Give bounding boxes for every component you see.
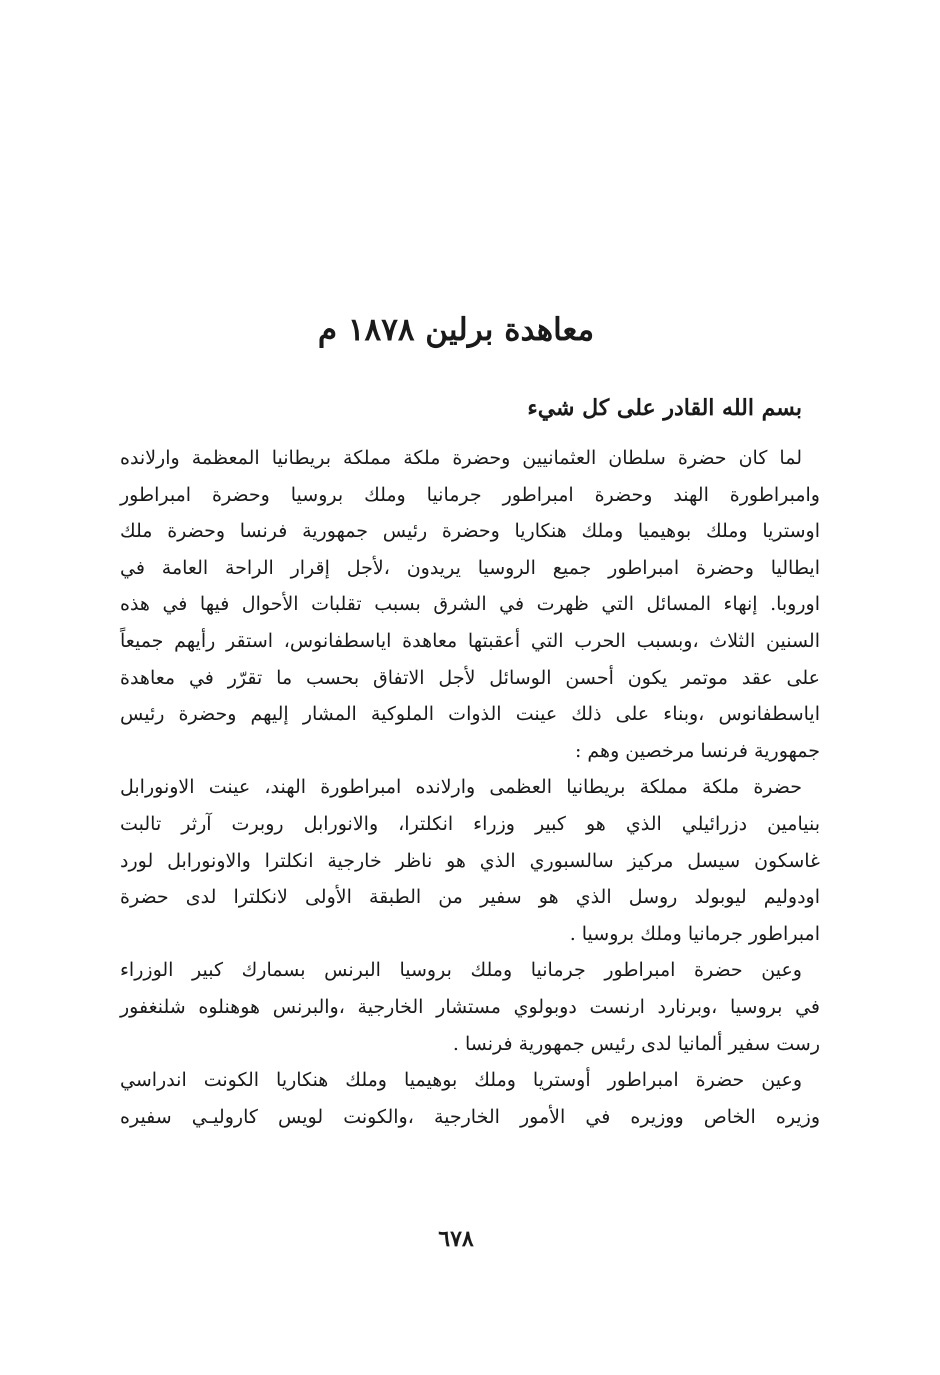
text-line: على عقد موتمر يكون أحسن الوسائل لأجل الاتفاق بحسب ما تقرّر في معاهدة xyxy=(120,666,820,689)
text-line: جمهورية فرنسا مرخصين وهم : xyxy=(574,739,820,762)
text-line: اودوليم ليوبولد روسل الذي هو سفير من الطبقة الأولى لانكلترا لدى حضرة xyxy=(120,886,820,909)
text-line: وزيره الخاص ووزيره في الأمور الخارجية ،والكونت لويس كاروليـي سفيره xyxy=(120,1105,820,1128)
body-text xyxy=(120,440,820,1135)
text-line: رست سفير ألمانيا لدى رئيس جمهورية فرنسا . xyxy=(452,1032,820,1055)
text-line: غاسكون سيسل مركيز سالسبوري الذي هو ناظر خارجية انكلترا والاونورابل لورد xyxy=(120,849,820,872)
page-title: معاهدة برلين ١٨٧٨ م xyxy=(317,312,595,348)
text-line: السنين الثلاث ،وبسبب الحرب التي أعقبتها معاهدة اياسطفانوس، استقر رأيهم جميعاً xyxy=(120,629,820,652)
text-line: بنيامين دزرائيلي الذي هو كبير وزراء انكلترا، والانورابل روبرت آرثر تالبت xyxy=(120,812,820,835)
text-line: وعين حضرة امبراطور جرمانيا وملك بروسيا البرنس بسمارك كبير الوزراء xyxy=(120,959,802,982)
page-number: ٦٧٨ xyxy=(438,1226,474,1252)
text-line: وعين حضرة امبراطور أوستريا وملك بوهيميا وملك هنكاريا الكونت اندراسي xyxy=(120,1069,802,1092)
text-line: امبراطور جرمانيا وملك بروسيا . xyxy=(569,922,820,945)
text-line: اوروبا. إنهاء المسائل التي ظهرت في الشرق بسبب تقلبات الأحوال فيها في هذه xyxy=(120,593,820,616)
text-line: لما كان حضرة سلطان العثمانيين وحضرة ملكة مملكة بريطانيا المعظمة وارلانده xyxy=(120,447,802,469)
text-line: وامبراطورة الهند وحضرة امبراطور جرمانيا وملك بروسيا وحضرة امبراطور xyxy=(120,483,820,506)
basmala-heading: بسم الله القادر على كل شيء xyxy=(527,395,802,421)
text-line: حضرة ملكة مملكة بريطانيا العظمى وارلانده امبراطورة الهند، عينت الاونورابل xyxy=(120,776,802,799)
text-line: ايطاليا وحضرة امبراطور جميع الروسيا يريدون ،لأجل إقرار الراحة العامة في xyxy=(120,556,820,579)
text-line: اياسطفانوس ،وبناء على ذلك عينت الذوات الملوكية المشار إليهم وحضرة رئيس xyxy=(120,703,820,726)
text-line: اوستريا وملك بوهيميا وملك هنكاريا وحضرة رئيس جمهورية فرنسا وحضرة ملك xyxy=(120,520,820,543)
text-line: في بروسيا ،وبرنارد ارنست دوبولوي مستشار الخارجية ،والبرنس هوهنلوه شلنغفور xyxy=(120,995,820,1018)
